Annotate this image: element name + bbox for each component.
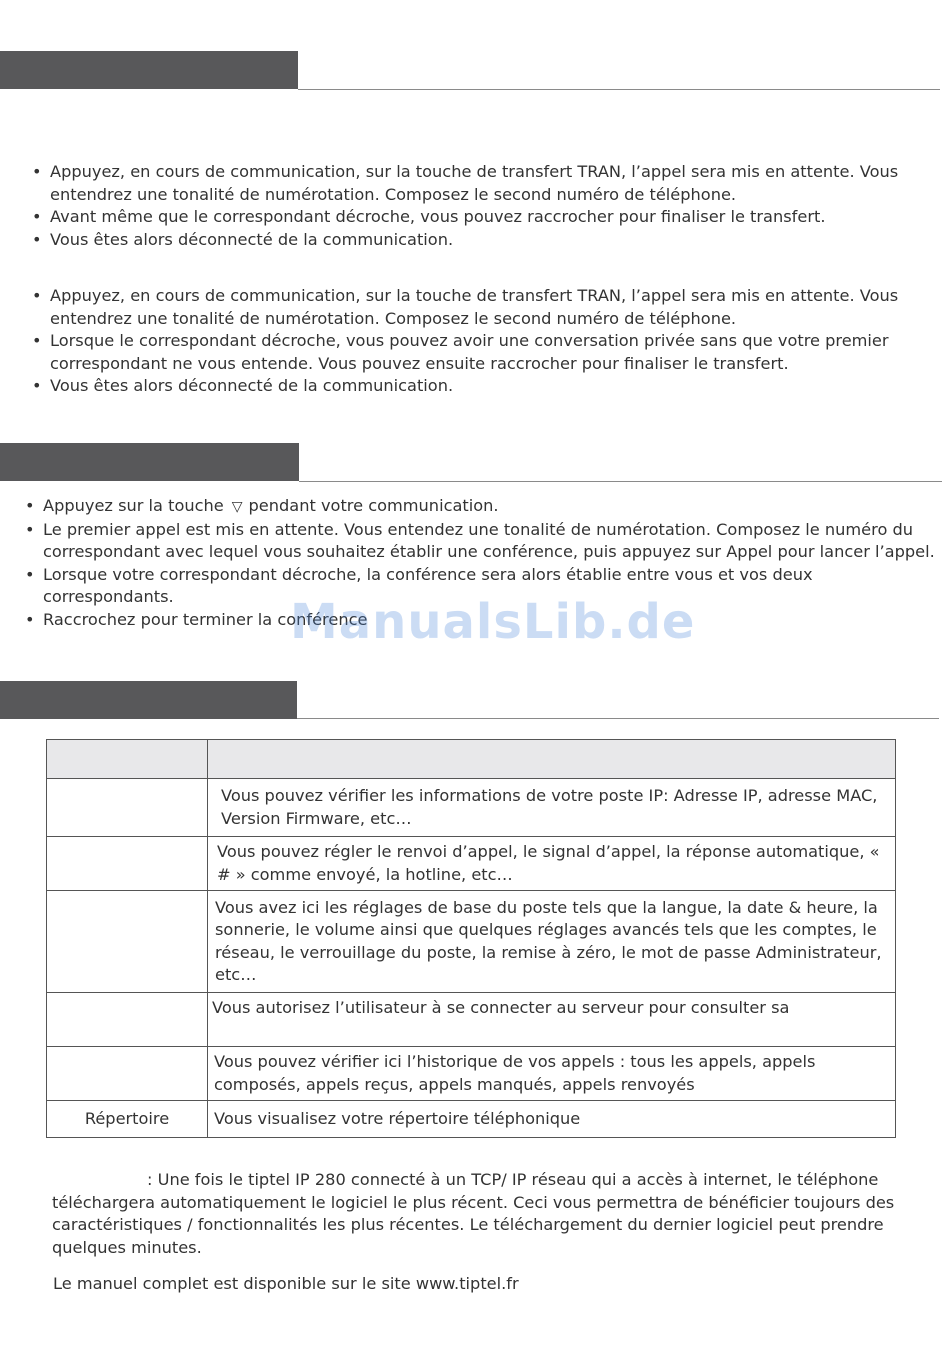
- table-row: [47, 779, 896, 837]
- menu-label-cell: [47, 993, 208, 1047]
- menu-description-cell: Vous avez ici les réglages de base du poste tels que la langue, la date & heure, la sonnerie, le volume ainsi que quelques réglages avancés tels que les comptes, le réseau, le verrouillage du poste, la remise à zéro, le mot de passe Administrateur, etc…: [208, 891, 896, 993]
- list-item: • Vous êtes alors déconnecté de la communication.: [32, 375, 922, 398]
- section-rule-transfer: [298, 89, 940, 90]
- table-row: [47, 891, 896, 993]
- table-row: [47, 993, 896, 1047]
- section-rule-conference: [299, 481, 942, 482]
- list-item: • Raccrochez pour terminer la conférence: [25, 609, 940, 632]
- conference-step-text: Appuyez sur la touche: [43, 496, 224, 515]
- list-item: • Appuyez, en cours de communication, sur la touche de transfert TRAN, l’appel sera mis en attente. Vous entendrez une tonalité de numérotation. Composez le second numéro de téléphone.: [32, 161, 922, 206]
- note-paragraph: [52, 1169, 902, 1259]
- table-row: [47, 837, 896, 891]
- list-item: • Le premier appel est mis en attente. Vous entendez une tonalité de numérotation. Composez le numéro du correspondant avec lequel vous souhaitez établir une conférence, puis appuyez sur Appel pour lancer l’appel.: [25, 519, 940, 564]
- transfer-attended-list: [32, 285, 922, 398]
- menu-label-cell: [47, 1047, 208, 1101]
- footer-line: Le manuel complet est disponible sur le site www.tiptel.fr: [53, 1274, 519, 1293]
- list-item: • Lorsque votre correspondant décroche, la conférence sera alors établie entre vous et vos deux correspondants.: [25, 564, 940, 609]
- table-row: [47, 1101, 896, 1138]
- section-header-bar-menu: [0, 681, 297, 719]
- menu-description-cell: Vous autorisez l’utilisateur à se connecter au serveur pour consulter sa: [208, 993, 896, 1047]
- menu-table: [46, 739, 896, 1138]
- transfer-blind-list: [32, 161, 922, 251]
- menu-description-cell: Vous pouvez régler le renvoi d’appel, le signal d’appel, la réponse automatique, « # » comme envoyé, la hotline, etc…: [208, 837, 896, 891]
- menu-label-cell: Répertoire: [47, 1101, 208, 1138]
- list-item: • Lorsque le correspondant décroche, vous pouvez avoir une conversation privée sans que votre premier correspondant ne vous entende. Vous pouvez ensuite raccrocher pour finaliser le transfert.: [32, 330, 922, 375]
- table-header-row: [47, 740, 896, 779]
- list-item: • Avant même que le correspondant décroche, vous pouvez raccrocher pour finaliser le transfert.: [32, 206, 922, 229]
- menu-description-cell: Vous pouvez vérifier les informations de votre poste IP: Adresse IP, adresse MAC, Version Firmware, etc…: [208, 779, 896, 837]
- menu-label-cell: [47, 837, 208, 891]
- menu-description-cell: Vous visualisez votre répertoire téléphonique: [208, 1101, 896, 1138]
- menu-label-cell: [47, 891, 208, 993]
- down-triangle-icon: ▽: [231, 499, 243, 515]
- conference-step-text: pendant votre communication.: [248, 496, 499, 515]
- section-rule-menu: [297, 718, 939, 719]
- list-item: • Vous êtes alors déconnecté de la communication.: [32, 229, 922, 252]
- table-header-cell: [208, 740, 896, 779]
- section-header-bar-conference: [0, 443, 299, 481]
- table-header-cell: [47, 740, 208, 779]
- section-header-bar-transfer: [0, 51, 298, 89]
- table-row: [47, 1047, 896, 1101]
- menu-label-cell: [47, 779, 208, 837]
- menu-description-cell: Vous pouvez vérifier ici l’historique de vos appels : tous les appels, appels composés, appels reçus, appels manqués, appels renvoyés: [208, 1047, 896, 1101]
- note-text: : Une fois le tiptel IP 280 connecté à un TCP/ IP réseau qui a accès à internet, le téléphone téléchargera automatiquement le logiciel le plus récent. Ceci vous permettra de bénéficier toujours des caractéristiques / fonctionnalités les plus récentes. Le téléchargement du dernier logiciel peut prendre quelques minutes.: [52, 1170, 895, 1257]
- list-item: [25, 495, 940, 519]
- list-item: • Appuyez, en cours de communication, sur la touche de transfert TRAN, l’appel sera mis en attente. Vous entendrez une tonalité de numérotation. Composez le second numéro de téléphone.: [32, 285, 922, 330]
- watermark: ManualsLib.de: [290, 594, 696, 650]
